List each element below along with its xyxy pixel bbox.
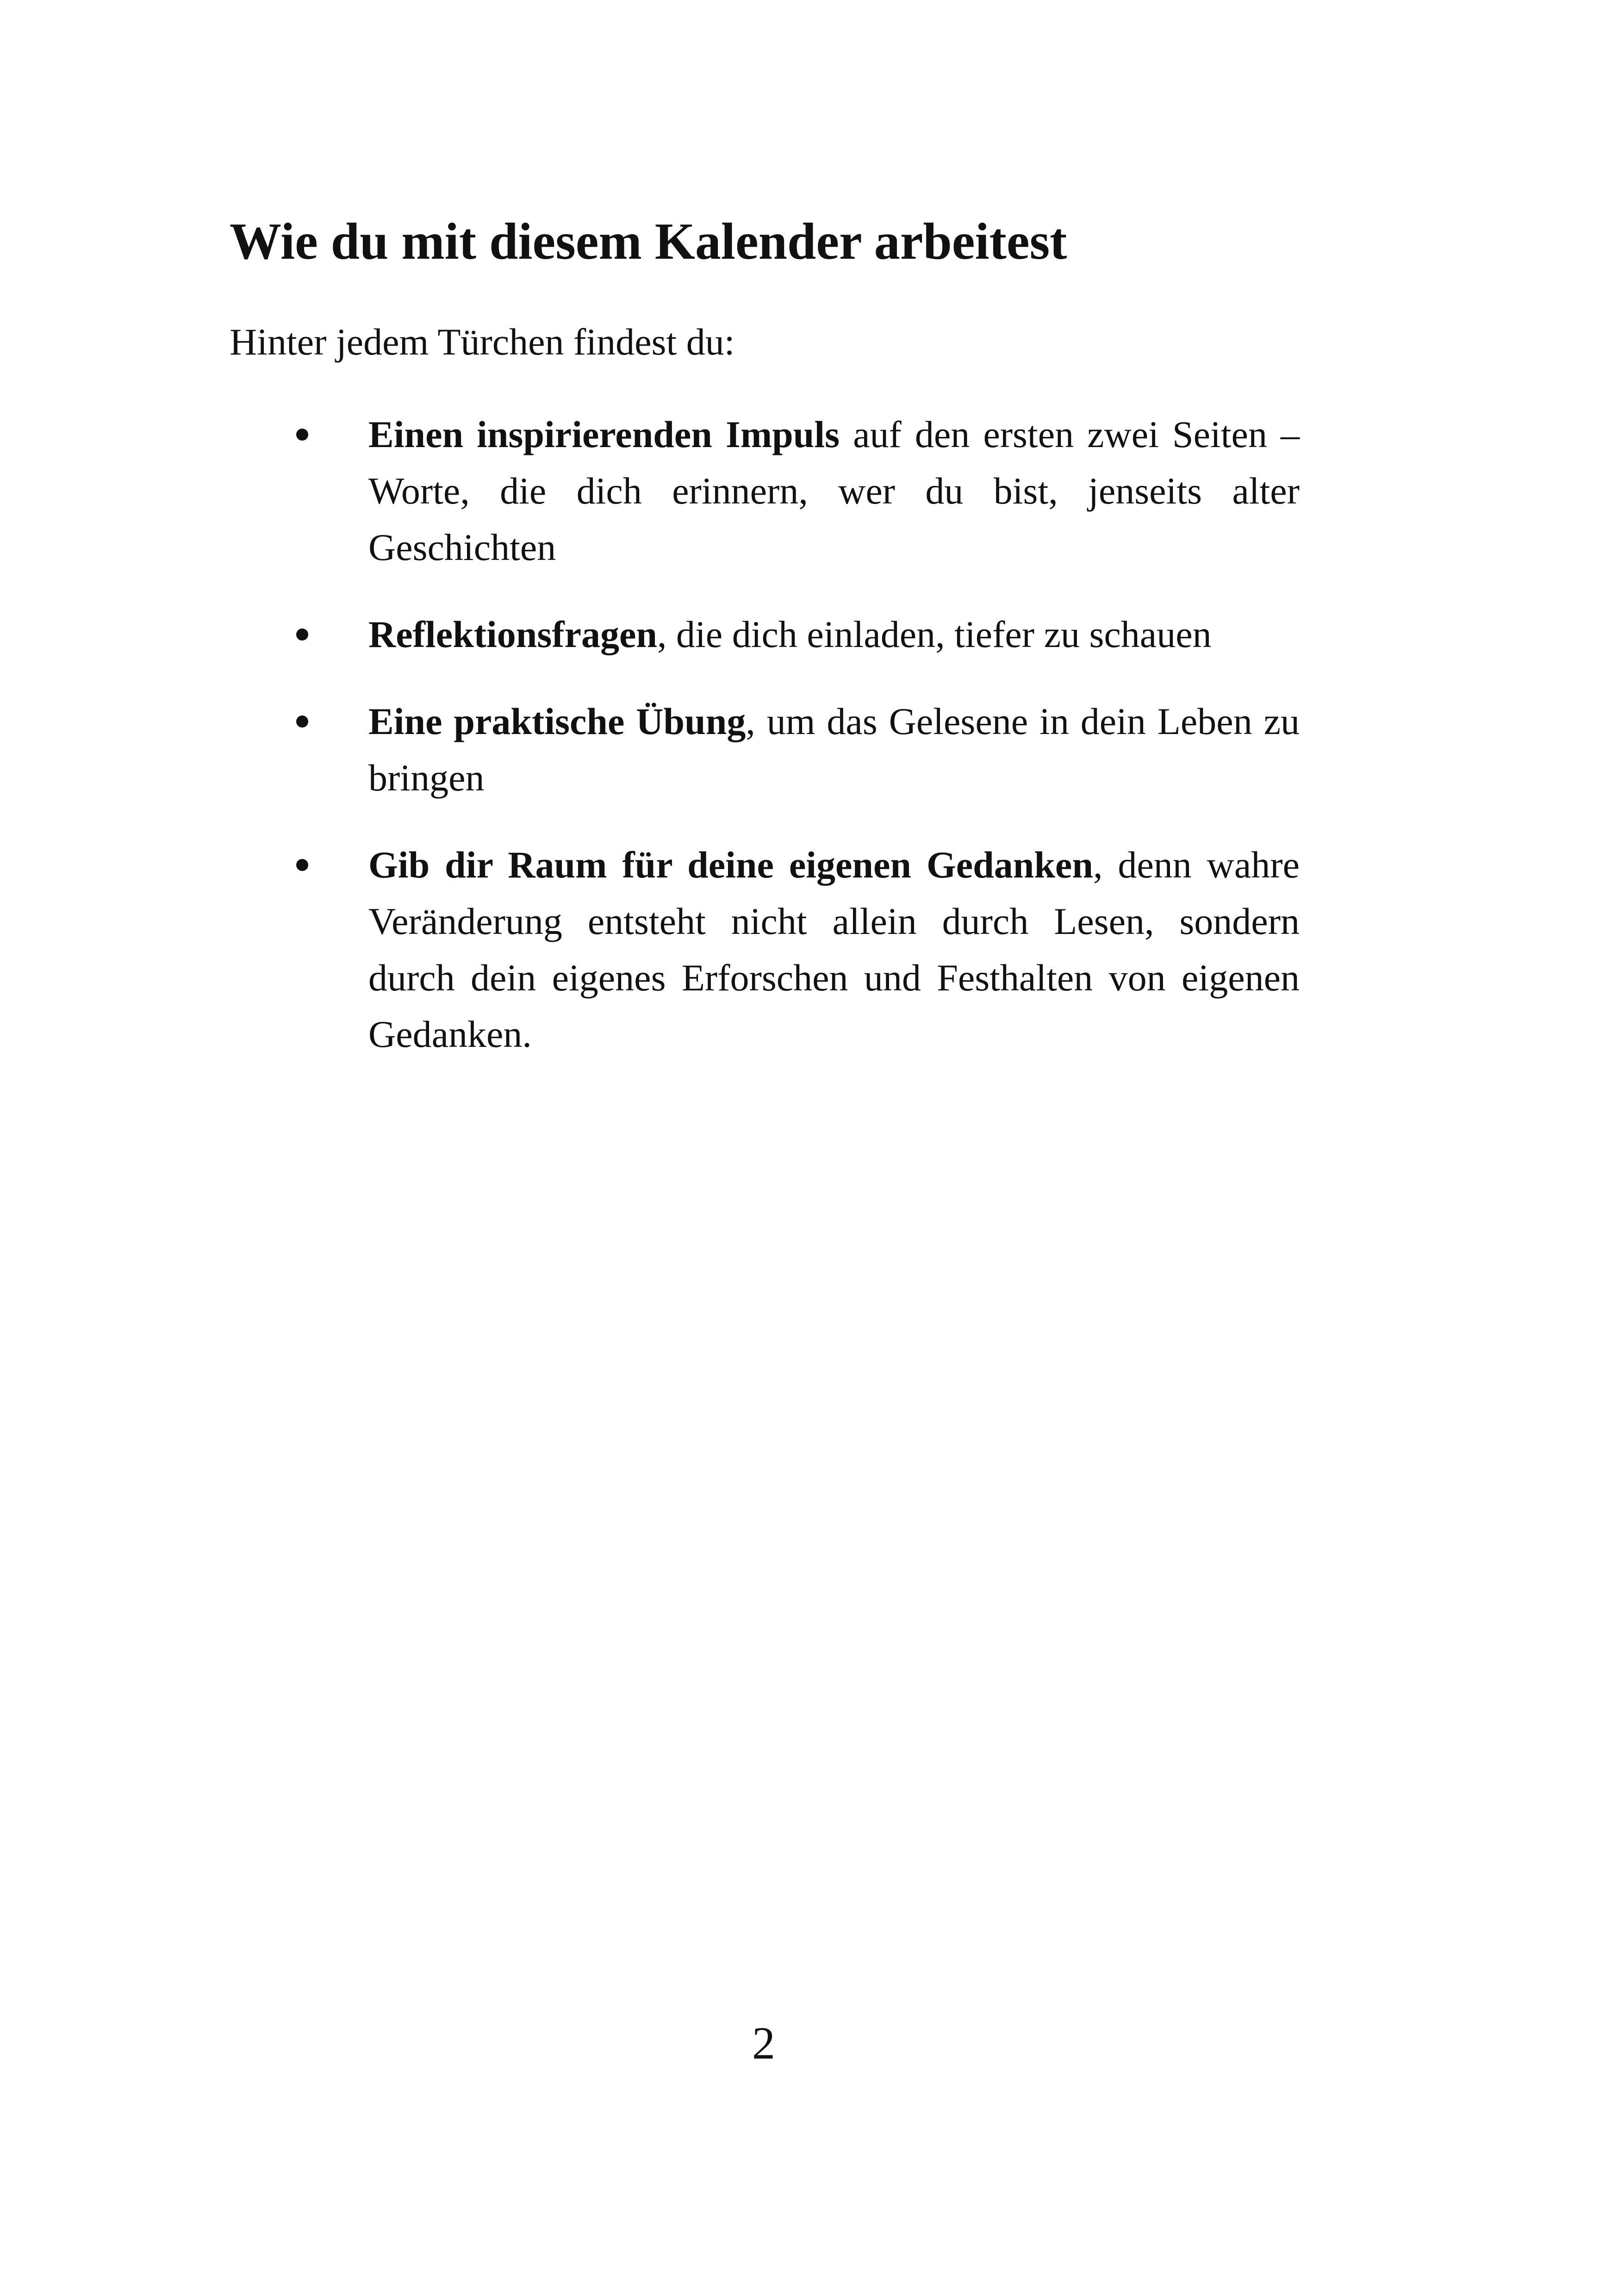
list-item-bold: Reflektionsfragen [368,613,658,655]
page-heading: Wie du mit diesem Kalender arbeitest [230,213,1067,270]
list-item-bold: Eine praktische Übung [368,700,746,742]
list-item [296,693,1300,806]
intro-text: Hinter jedem Türchen findest du: [230,321,735,363]
list-item-bold: Einen inspirierenden Impuls [368,413,840,455]
list-item [296,606,1300,663]
list-item-rest: , denn wahre Veränderung entsteht nicht allein durch Lesen, sondern durch dein eigenes Erforschen und Festhalten von eigenen Gedanken. [368,844,1300,1055]
list-item-bold: Gib dir Raum für deine eigenen Gedanken [368,844,1093,886]
feature-list [296,406,1300,1093]
list-item-text [368,406,1300,576]
list-item-rest: , die dich einladen, tiefer zu schauen [657,613,1212,655]
list-item [296,837,1300,1063]
list-item-text [368,606,1300,663]
list-item [296,406,1300,576]
list-item-text [368,693,1300,806]
list-item-rest: auf den ersten zwei Seiten – Worte, die dich erinnern, wer du bist, jenseits alter Geschichten [368,413,1300,568]
bullet-icon [296,859,308,871]
page-number: 2 [752,2017,775,2069]
list-item-rest: , um das Gelesene in dein Leben zu bringen [368,700,1300,799]
list-item-text [368,837,1300,1063]
bullet-icon [296,716,308,728]
bullet-icon [296,429,308,441]
bullet-icon [296,628,308,641]
